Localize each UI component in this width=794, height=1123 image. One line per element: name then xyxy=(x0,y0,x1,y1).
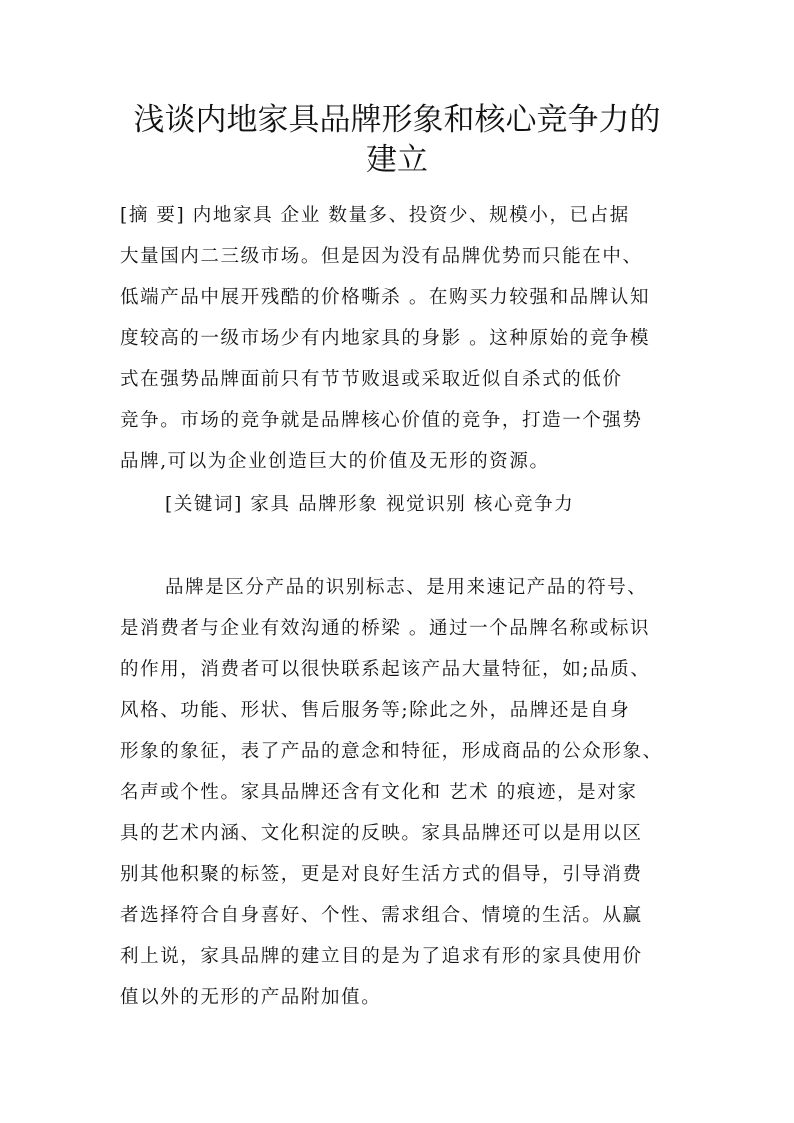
abstract-line: 度较高的一级市场少有内地家具的身影 。这种原始的竞争模 xyxy=(120,328,651,349)
body-line: 具的艺术内涵、文化积淀的反映。家具品牌还可以是用以区 xyxy=(120,823,643,844)
body-line: 品牌是区分产品的识别标志、是用来速记产品的符号、 xyxy=(165,577,648,598)
document-title-line-1: 浅谈内地家具品牌形象和核心竞争力的 xyxy=(133,102,661,138)
body-line: 风格、功能、形状、售后服务等;除此之外，品牌还是自身 xyxy=(120,700,631,721)
abstract-line: 品牌,可以为企业创造巨大的价值及无形的资源。 xyxy=(120,451,550,472)
body-line: 者选择符合自身喜好、个性、需求组合、情境的生活。从赢 xyxy=(120,905,643,926)
body-line: 是消费者与企业有效沟通的桥梁 。通过一个品牌名称或标识 xyxy=(120,618,651,639)
abstract-line: 大量国内二三级市场。但是因为没有品牌优势而只能在中、 xyxy=(120,246,643,267)
keywords-line: [关键词] 家具 品牌形象 视觉识别 核心竞争力 xyxy=(165,494,575,515)
abstract-line: 竞争。市场的竞争就是品牌核心价值的竞争，打造一个强势 xyxy=(120,410,643,431)
body-line: 名声或个性。家具品牌还含有文化和 艺术 的痕迹，是对家 xyxy=(120,782,638,803)
body-line: 别其他积聚的标签，更是对良好生活方式的倡导，引导消费 xyxy=(120,864,643,885)
abstract-line: 式在强势品牌面前只有节节败退或采取近似自杀式的低价 xyxy=(120,369,623,390)
abstract-line: 低端产品中展开残酷的价格嘶杀 。在购买力较强和品牌认知 xyxy=(120,287,651,308)
body-line: 的作用，消费者可以很快联系起该产品大量特征，如;品质、 xyxy=(120,659,651,680)
document-title-line-2: 建立 xyxy=(366,142,428,178)
body-line: 利上说，家具品牌的建立目的是为了追求有形的家具使用价 xyxy=(120,946,643,967)
body-line: 形象的象征，表了产品的意念和特征，形成商品的公众形象、 xyxy=(120,741,663,762)
abstract-line: [摘 要] 内地家具 企业 数量多、投资少、规模小，已占据 xyxy=(120,205,630,226)
body-line: 值以外的无形的产品附加值。 xyxy=(120,987,382,1008)
